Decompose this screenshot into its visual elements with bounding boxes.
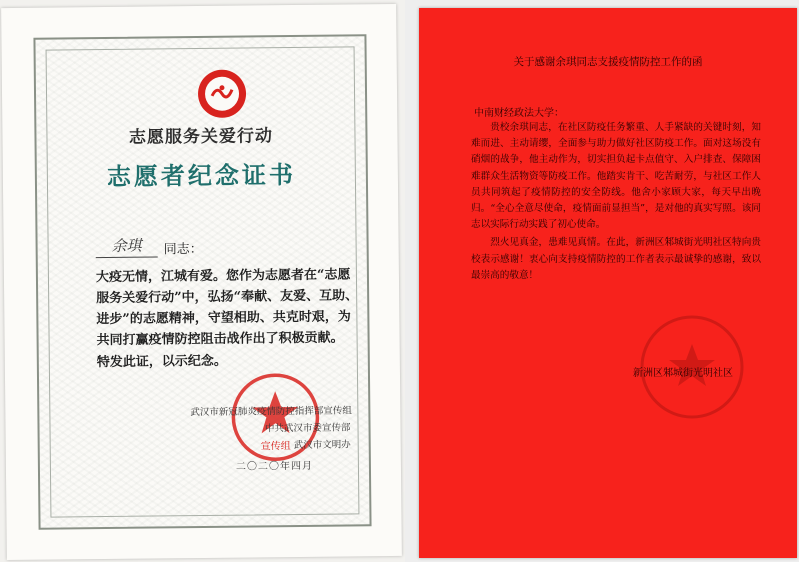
thank-you-letter: [419, 8, 797, 558]
salutation: 同志：: [163, 241, 203, 258]
seal-center-text: 宣传组: [260, 441, 291, 453]
certificate-date: 二〇二〇年四月: [235, 460, 313, 473]
certificate-heading: 志愿服务关爱行动: [128, 126, 274, 148]
certificate-border: [33, 34, 371, 529]
recipient-name: 余琪: [96, 234, 158, 258]
issuer-block: [190, 402, 351, 455]
certificate-body: 大疫无情，江城有爱。您作为志愿者在“志愿服务关爱行动”中，弘扬“奉献、友爱、互助、进步”的志愿精神，守望相助、共克时艰，为共同打赢疫情防控阻击战作出了积极贡献。: [95, 267, 359, 349]
issuer-line: 武汉市新冠肺炎疫情防控指挥部宣传组: [190, 405, 352, 419]
volunteer-logo-icon: [196, 68, 249, 121]
volunteer-certificate: [1, 4, 402, 560]
issuer-line: 武汉市文明办: [293, 439, 351, 452]
letter-frame: [405, 0, 799, 562]
certificate-closing: 特发此证，以示纪念。: [96, 353, 227, 371]
issuer-line: 中共武汉市委宣传部: [264, 422, 351, 435]
letter-title: 关于感谢余琪同志支援疫情防控工作的函: [513, 56, 703, 68]
letter-greeting: 中南财经政法大学：: [474, 108, 564, 119]
recipient-row: [96, 234, 203, 258]
letter-signature: 新洲区邾城街光明社区: [633, 368, 733, 379]
letter-paragraph: 烈火见真金，患难见真情。在此，新洲区邾城街光明社区特向贵校表示感谢！衷心向支持疫情防控的工作者表示最诚挚的感谢，致以最崇高的敬意！: [471, 237, 761, 281]
letter-body: [471, 120, 761, 284]
letter-paragraph: 贵校余琪同志，在社区防疫任务繁重、人手紧缺的关键时刻，知难而进、主动请缨，全面参与助力做好社区防疫工作。面对这场没有硝烟的战争，他主动作为，切实担负起卡点值守、入户排查、保障困难群众生活物资等防疫工作。他踏实肯干、吃苦耐劳，与社区工作人员共同筑起了疫情防控的安全防线。他舍小家顾大家，每天早出晚归。“全心全意尽使命，疫情面前显担当”，是对他的真实写照。该同志以实际行动实践了初心使命。: [471, 122, 761, 231]
certificate-title: 志愿者纪念证书: [106, 161, 297, 191]
